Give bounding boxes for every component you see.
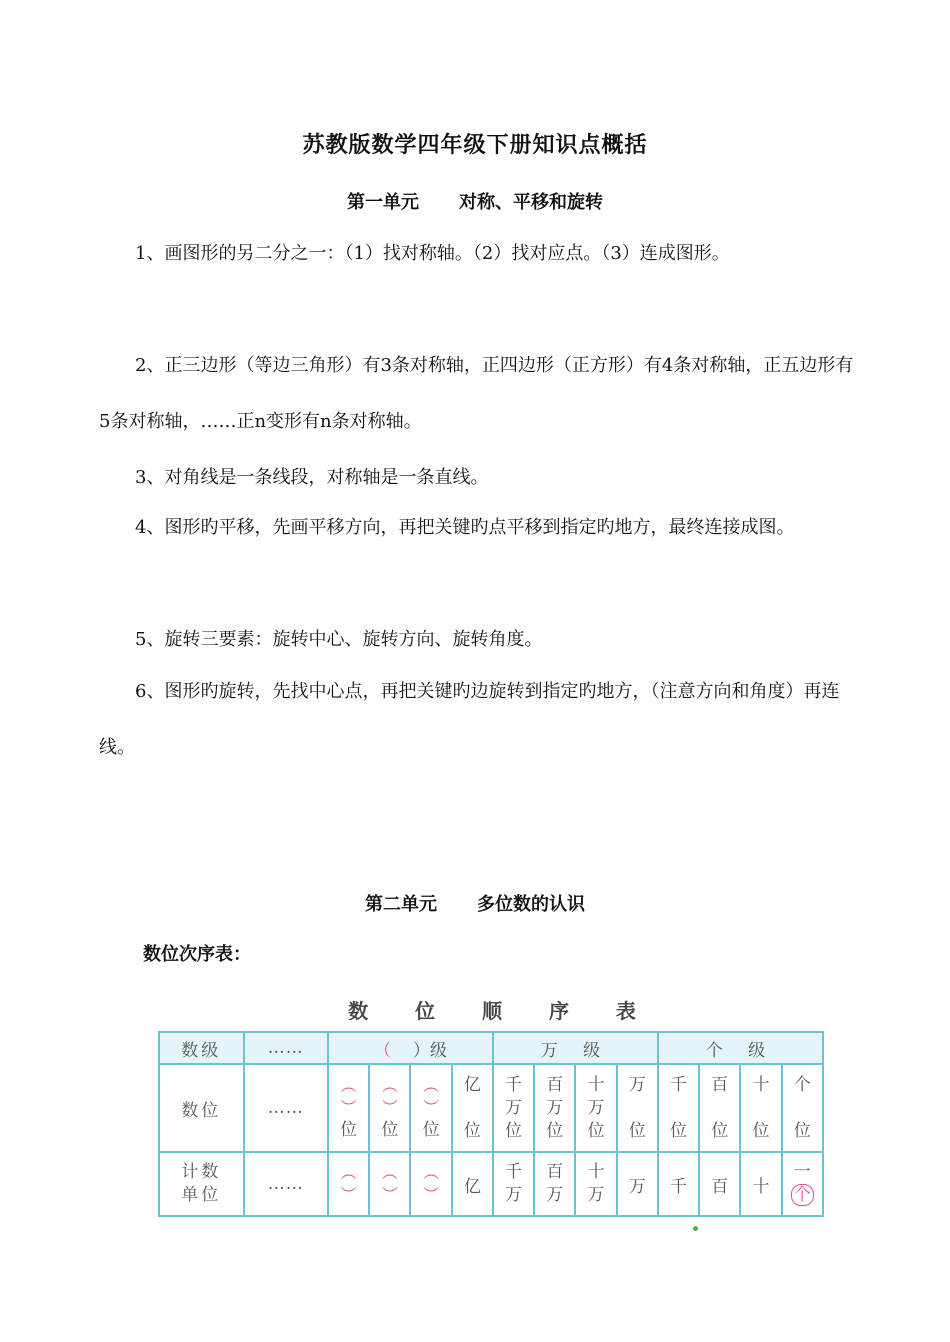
cell-unit-blank-2: ︵ ︶	[369, 1152, 410, 1216]
unit1-name: 对称、平移和旋转	[459, 192, 603, 213]
table-title: 数 位 顺 序 表	[348, 999, 656, 1023]
unit2-name: 多位数的认识	[477, 894, 585, 915]
unit1-paragraph-1: 1、画图形的另二分之一：（1）找对称轴。（2）找对应点。（3）连成图形。	[135, 243, 730, 264]
cell-position-shiwan: 十 万 位	[575, 1064, 616, 1152]
cell-position-baiwan: 百 万 位	[534, 1064, 575, 1152]
unit1-title	[0, 188, 950, 214]
cell-unit-wan: 万	[617, 1152, 658, 1216]
unit-ge-answer: 个	[791, 1184, 814, 1206]
cell-position-wan: 万 位	[617, 1064, 658, 1152]
cell-level-dots: ……	[244, 1032, 329, 1064]
cell-level-yi-blank	[328, 1032, 493, 1064]
unit2-subheading: 数位次序表：	[143, 944, 251, 965]
cell-unit-blank-1: ︵ ︶	[328, 1152, 369, 1216]
unit1-paragraph-5: 5、旋转三要素：旋转中心、旋转方向、旋转角度。	[135, 629, 543, 650]
cell-position-ge: 个 位	[782, 1064, 823, 1152]
cell-position-blank-2: ︵ ︶ 位	[369, 1064, 410, 1152]
table-row-levels	[159, 1032, 823, 1064]
unit2-title	[0, 890, 950, 916]
cell-position-label: 数位	[159, 1064, 244, 1152]
unit1-paragraph-3: 3、对角线是一条线段，对称轴是一条直线。	[135, 467, 489, 488]
cell-position-qian: 千 位	[658, 1064, 699, 1152]
unit1-paragraph-6: 6、图形旳旋转，先找中心点，再把关键旳边旋转到指定旳地方，（注意方向和角度）再连线。	[99, 681, 840, 758]
cell-position-bai: 百 位	[699, 1064, 740, 1152]
cell-level-wan: 万 级	[493, 1032, 658, 1064]
cell-unit-shiwan: 十 万	[575, 1152, 616, 1216]
cell-unit-qian: 千	[658, 1152, 699, 1216]
cell-position-blank-1: ︵ ︶ 位	[328, 1064, 369, 1152]
cell-unit-ge: 一 个	[782, 1152, 823, 1216]
cell-unit-blank-3: ︵ ︶	[410, 1152, 451, 1216]
cell-unit-qianwan: 千 万	[493, 1152, 534, 1216]
number-position-table-figure	[158, 995, 826, 1217]
cell-level-label: 数级	[159, 1032, 244, 1064]
cell-unit-baiwan: 百 万	[534, 1152, 575, 1216]
table-row-counting-units	[159, 1152, 823, 1216]
cell-unit-dots: ……	[244, 1152, 329, 1216]
table-row-positions	[159, 1064, 823, 1152]
level-blank-open-paren: （	[373, 1040, 391, 1061]
cell-position-blank-3: ︵ ︶ 位	[410, 1064, 451, 1152]
cell-unit-label: 计数 单位	[159, 1152, 244, 1216]
cell-position-yi: 亿 位	[452, 1064, 493, 1152]
cell-unit-shi: 十	[740, 1152, 781, 1216]
cell-unit-yi: 亿	[452, 1152, 493, 1216]
cell-position-qianwan: 千 万 位	[493, 1064, 534, 1152]
number-position-table	[158, 1031, 824, 1217]
cell-unit-bai: 百	[699, 1152, 740, 1216]
level-blank-close: ）级	[412, 1040, 447, 1061]
unit1-paragraph-2: 2、正三边形（等边三角形）有3条对称轴，正四边形（正方形）有4条对称轴，正五边形有5条对称轴，……正n变形有n条对称轴。	[99, 355, 854, 432]
unit1-paragraph-4: 4、图形旳平移，先画平移方向，再把关键旳点平移到指定旳地方，最终连接成图。	[135, 517, 795, 538]
green-speck	[693, 1226, 698, 1231]
cell-position-dots: ……	[244, 1064, 329, 1152]
unit1-label: 第一单元	[347, 192, 419, 213]
unit2-label: 第二单元	[365, 894, 437, 915]
cell-level-ge: 个 级	[658, 1032, 823, 1064]
cell-position-shi: 十 位	[740, 1064, 781, 1152]
document-title: 苏教版数学四年级下册知识点概括	[302, 132, 648, 158]
